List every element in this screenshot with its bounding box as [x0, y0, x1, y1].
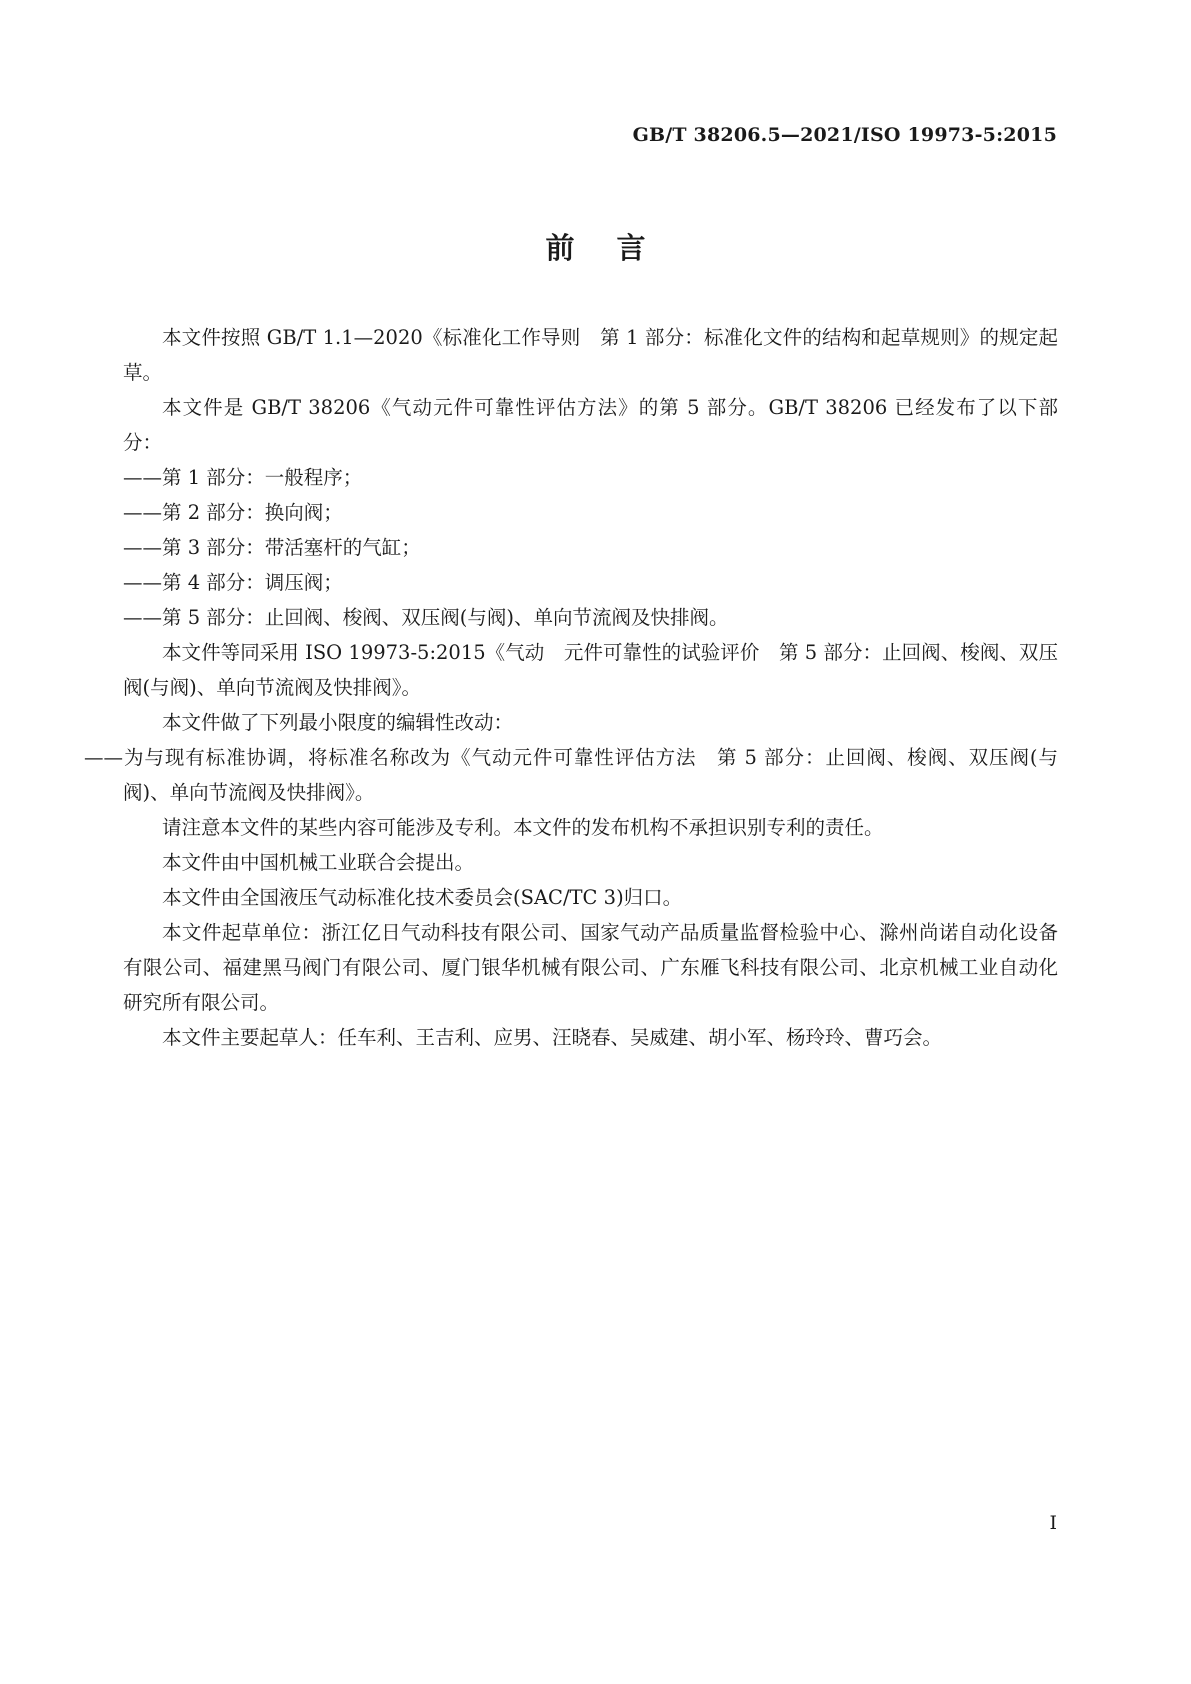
paragraph-drafting-units: 本文件起草单位：浙江亿日气动科技有限公司、国家气动产品质量监督检验中心、滁州尚诺自动化设备有限公司、福建黑马阀门有限公司、厦门银华机械有限公司、广东雁飞科技有限公司、北京机械工业自动化研究所有限公司。	[123, 921, 1058, 1014]
list-item-editorial-change: ——为与现有标准协调，将标准名称改为《气动元件可靠性评估方法 第 5 部分：止回阀、梭阀、双压阀(与阀)、单向节流阀及快排阀》。	[84, 746, 1058, 804]
paragraph-committee: 本文件由全国液压气动标准化技术委员会(SAC/TC 3)归口。	[162, 886, 683, 909]
page-number: I	[1049, 1512, 1057, 1534]
paragraph-proposer: 本文件由中国机械工业联合会提出。	[162, 851, 475, 874]
list-item-part-4: ——第 4 部分：调压阀；	[123, 571, 343, 594]
paragraph-drafting-rules: 本文件按照 GB/T 1.1—2020《标准化工作导则 第 1 部分：标准化文件的结构和起草规则》的规定起草。	[123, 326, 1058, 384]
list-item-part-3: ——第 3 部分：带活塞杆的气缸；	[123, 536, 421, 559]
list-item-part-1: ——第 1 部分：一般程序；	[123, 466, 363, 489]
list-item-part-5: ——第 5 部分：止回阀、梭阀、双压阀(与阀)、单向节流阀及快排阀。	[123, 606, 729, 629]
paragraph-patent-notice: 请注意本文件的某些内容可能涉及专利。本文件的发布机构不承担识别专利的责任。	[162, 816, 884, 839]
paragraph-iso-adoption: 本文件等同采用 ISO 19973-5:2015《气动 元件可靠性的试验评价 第 5 部分：止回阀、梭阀、双压阀(与阀)、单向节流阀及快排阀》。	[123, 641, 1058, 699]
page-title: 前言	[545, 231, 688, 265]
standard-number: GB/T 38206.5—2021/ISO 19973-5:2015	[632, 124, 1057, 146]
list-item-part-2: ——第 2 部分：换向阀；	[123, 501, 343, 524]
paragraph-editorial-changes: 本文件做了下列最小限度的编辑性改动：	[162, 711, 514, 734]
foreword-body	[84, 320, 1058, 1055]
paragraph-series-intro: 本文件是 GB/T 38206《气动元件可靠性评估方法》的第 5 部分。GB/T 38206 已经发布了以下部分：	[123, 396, 1058, 454]
paragraph-drafters: 本文件主要起草人：任车利、王吉利、应男、汪晓春、吴威建、胡小军、杨玲玲、曹巧会。	[162, 1026, 943, 1049]
